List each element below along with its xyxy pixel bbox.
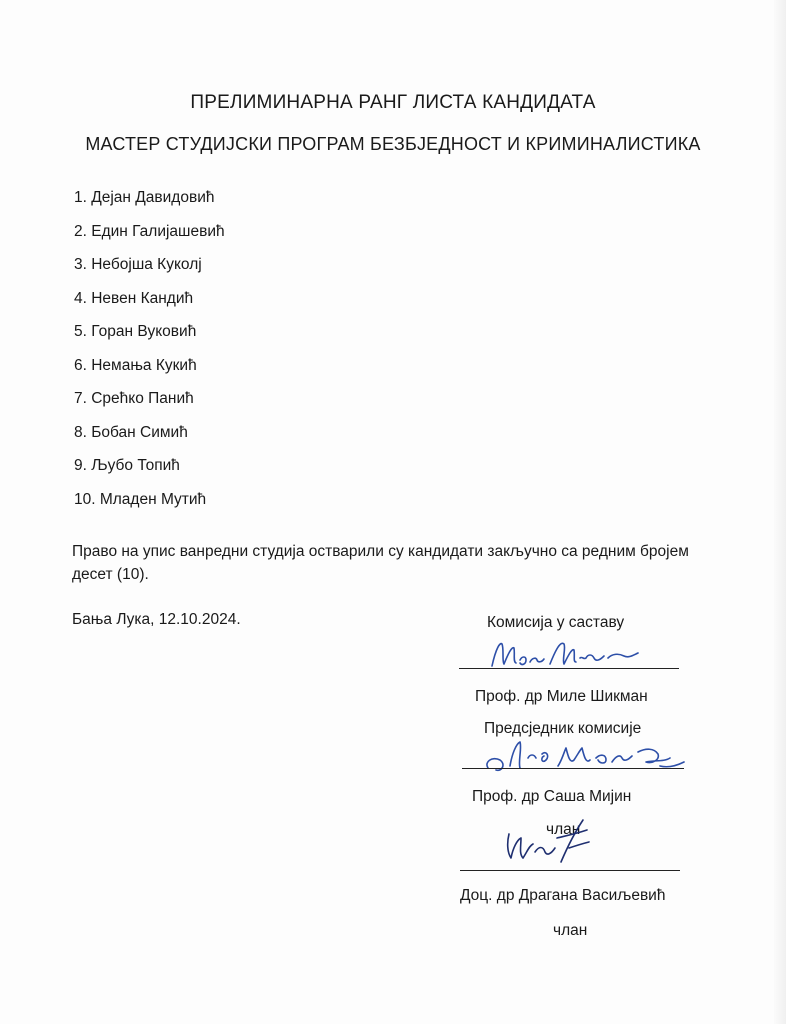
committee-member-role: Предсједник комисије [484,720,642,737]
list-item: 6. Немања Кукић [74,356,197,374]
signature-line-3 [460,870,680,871]
signature-line-1 [459,668,679,669]
signature-line-2 [462,768,684,769]
signature-1 [480,636,690,676]
list-item: 3. Небојша Куколј [74,256,202,273]
list-item: 10. Младен Мутић [74,490,207,508]
list-item: 2. Един Галијашевић [74,222,225,240]
signature-3 [495,812,615,872]
enrollment-note: Право на упис ванредни студија остварили су кандидати закључно са редним бројем десет (10). [72,543,689,583]
committee-member-name: Проф. др Саша Мијин [472,788,632,805]
candidate-list [74,187,225,522]
list-item: 7. Срећко Панић [74,390,194,407]
list-item: 5. Горан Вуковић [74,323,197,340]
committee-member-name: Доц. др Драгана Васиљевић [460,887,666,904]
committee-member-name: Проф. др Миле Шикман [475,688,648,705]
list-item: 8. Бобан Симић [74,423,188,441]
document-subtitle: МАСТЕР СТУДИЈСКИ ПРОГРАМ БЕЗБЈЕДНОСТ И КРИМИНАЛИСТИКА [85,134,701,154]
list-item: 4. Невен Кандић [74,289,194,307]
list-item: 1. Дејан Давидовић [74,189,215,206]
place-date: Бања Лука, 12.10.2024. [72,611,241,628]
list-item: 9. Љубо Топић [74,457,180,474]
committee-member-role: члан [546,821,581,838]
committee-member-role: члан [553,922,588,939]
committee-heading: Комисија у саставу [487,614,625,631]
document-title: ПРЕЛИМИНАРНА РАНГ ЛИСТА КАНДИДАТА [190,92,596,113]
signature-2 [470,730,700,780]
